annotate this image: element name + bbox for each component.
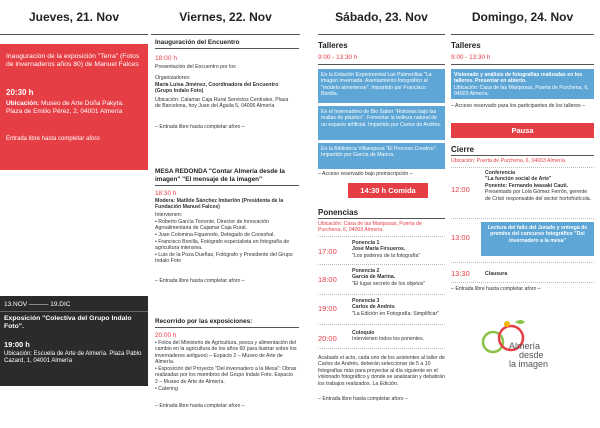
round-table-time: 18:30 h bbox=[155, 190, 177, 197]
workshops-time: 9:00 - 13:30 h bbox=[318, 54, 358, 61]
speaker-4: • Luis de la Poza Dueñas, Fotógrafo y Presidente del Grupo Indalo Foto bbox=[155, 252, 293, 265]
day-header-thursday: Jueves, 21. Nov bbox=[0, 0, 148, 35]
logo-text-line-2: desde bbox=[519, 350, 544, 360]
column-thursday bbox=[0, 0, 148, 428]
talk-3-label: Ponencia 3 bbox=[352, 298, 380, 304]
talk-3-title: "La Edición en Fotografía: Simplificar" bbox=[352, 310, 440, 317]
clausura: Clausura bbox=[485, 271, 508, 277]
pause-banner: Pausa bbox=[451, 123, 594, 138]
exhibition-terra-free: Entrada libre hasta completar aforo bbox=[6, 136, 100, 142]
divider bbox=[451, 262, 594, 263]
free-entry-note: – Entrada libre hasta completar aforo – bbox=[318, 396, 408, 402]
awards-box: Lectura del fallo del Jurado y entrega de premios del concurso fotográfico "Del invernadero a la mesa" bbox=[481, 222, 594, 256]
tour-time: 20:00 h bbox=[155, 332, 177, 339]
talk-1-title: "Los poderes de la fotografía" bbox=[352, 252, 421, 259]
conference-title: "La función social de Arte" bbox=[485, 176, 552, 183]
logo-text-line-3: la imagen bbox=[509, 359, 549, 369]
collective-time: 19:00 h bbox=[4, 340, 30, 349]
round-table-title: MESA REDONDA "Contar Almería desde la imagen" "El mensaje de la imagen" bbox=[155, 168, 285, 183]
divider bbox=[318, 64, 445, 65]
conference-time: 12:00 bbox=[451, 185, 470, 194]
free-entry-note: – Entrada libre hasta completar aforo – bbox=[155, 403, 245, 409]
workshop-box-2: En el Invernadero de Bio Sabor "Historias bajo las mallas de plástico". Fomentar la belleza natural de un espacio artificial. Impartido por Carlos de Andrés. bbox=[318, 106, 445, 140]
exhibition-terra-time: 20:30 h bbox=[6, 88, 34, 97]
conference-label: Conferencia bbox=[485, 170, 515, 176]
talk-1-label: Ponencia 1 bbox=[352, 240, 380, 246]
free-entry-note: – Entrada libre hasta completar aforo – bbox=[155, 124, 245, 130]
workshops-title: Talleres bbox=[318, 41, 348, 50]
talk-1-time: 17:00 bbox=[318, 247, 337, 256]
viewing-desc: Visionado y análisis de fotografías realizadas en los talleres. Presentar en abierto. bbox=[454, 72, 583, 85]
conference bbox=[485, 170, 593, 202]
conference-presenter: Presentado por Lola Gómez Ferrón, gerente de Crisó responsable del sector hortofrutícola. bbox=[485, 189, 592, 202]
talk-1 bbox=[352, 240, 444, 259]
divider bbox=[318, 264, 445, 265]
column-sunday bbox=[451, 0, 594, 428]
viewing-location: Ubicación: Casa de las Mariposas, Puerta de Purchena, 6, 04003 Almería. bbox=[454, 84, 589, 98]
talk-2-label: Ponencia 2 bbox=[352, 268, 380, 274]
talk-3 bbox=[352, 298, 444, 317]
inauguration-desc: Presentación del Encuentro por los bbox=[155, 64, 236, 70]
location-text: Museo de Arte Doña Pakyta. Plaza de Emilio Pérez, 2, 04001 Almería bbox=[6, 100, 124, 115]
tour-item-2: • Exposición del Proyecto "Del invernadero a la Mesa": Obras realizadas por los miembros del Grupo Indalo Foto. Espacio 2 – Museo de Arte de Almería. bbox=[155, 366, 297, 385]
tour-title: Recorrido por las exposiciones: bbox=[155, 318, 253, 325]
closing-location: Ubicación: Puerta de Purchena, 6, 04003 Almería. bbox=[451, 158, 567, 164]
awards-time: 13:00 bbox=[451, 233, 470, 242]
colloquium-desc: Intervienen todos los ponentes. bbox=[352, 336, 425, 343]
tour-item-1: • Fotos del Ministerio de Agricultura, pesca y alimentación del cambio en la agricultura de los años 60 para ilustrar sobre los invernaderos antiguos) – Espacio 2 – Museo de Arte de Almería. bbox=[155, 340, 297, 366]
colloquium-label: Coloquio bbox=[352, 330, 375, 336]
talk-2-time: 18:00 bbox=[318, 275, 337, 284]
divider bbox=[318, 324, 445, 325]
logo-text-line-1: Almería bbox=[509, 341, 541, 351]
talks-location-wrap bbox=[318, 221, 445, 234]
closing-title: Cierre bbox=[451, 145, 475, 154]
page-fold bbox=[300, 0, 318, 428]
exhibition-dates: 13.NOV ——— 19.DIC bbox=[4, 301, 71, 308]
talk-3-speaker: Carlos de Andrés bbox=[352, 304, 395, 311]
almeria-logo bbox=[471, 316, 581, 396]
tour-item-3: • Catering bbox=[155, 386, 178, 392]
reserved-access-note: – Acceso reservado bajo preinscripción – bbox=[318, 171, 413, 177]
divider bbox=[155, 48, 299, 49]
inauguration-time: 18:00 h bbox=[155, 55, 177, 62]
divider bbox=[451, 218, 594, 219]
location-label: Ubicación: bbox=[6, 100, 40, 107]
viewing-box bbox=[451, 69, 594, 99]
collective-exhibition-box bbox=[0, 296, 148, 386]
day-header-friday: Viernes, 22. Nov bbox=[151, 0, 300, 35]
workshops-time: 9:00 - 13:30 h bbox=[451, 54, 491, 61]
speaker-3: • Francisco Bonilla, Fotógrafo especialista en fotografía de agricultura intensiva. bbox=[155, 239, 290, 252]
talk-2-title: "El lugar secreto de los objetos" bbox=[352, 280, 426, 287]
conference-speaker: Ponente: Fernando Iwasaki Cauti. bbox=[485, 182, 569, 189]
divider bbox=[451, 155, 594, 156]
talk-2 bbox=[352, 268, 444, 287]
organizers-text: María Luisa Jiménez, Coordinadora del Encuentro (Grupo Indalo Foto) bbox=[155, 82, 279, 95]
day-header-sunday: Domingo, 24. Nov bbox=[451, 0, 594, 35]
colloquium bbox=[352, 330, 444, 343]
divider bbox=[318, 236, 445, 237]
divider bbox=[0, 311, 148, 312]
collective-location: Ubicación: Escuela de Arte de Almería. Plaza Pablo Cazard, 1, 04001 Almería bbox=[4, 351, 142, 365]
inauguration-title: Inauguración del Encuentro bbox=[155, 39, 240, 46]
divider bbox=[451, 64, 594, 65]
workshop-box-1: En la Estación Experimental Las Palmerillas "La imagen invernada. Aventamiento fotográfico al "modelo almeriense". Impartido por Francisco Bonilla. bbox=[318, 69, 445, 103]
colloquium-time: 20:00 bbox=[318, 334, 337, 343]
divider bbox=[318, 294, 445, 295]
closing-note: Acabado el acto, cada uno de los asistentes al taller de Carlos de Andrés, deberán seleccionar de 5 a 10 fotografías más para proyectar al día siguiente en el visionado fotográfico y donde se analizarán y debatirán los trabajos realizados. La Edición. bbox=[318, 355, 445, 387]
organizers-label: Organizadores: bbox=[155, 75, 191, 81]
logo-text bbox=[509, 342, 548, 369]
reserved-access-note: – Acceso reservado para los participantes de los talleres – bbox=[451, 103, 586, 109]
divider bbox=[318, 218, 445, 219]
workshops-title: Talleres bbox=[451, 41, 481, 50]
speaker-2: • Juan Colomina Figueredo, Delegado de Cooxohal. bbox=[155, 232, 275, 238]
column-friday bbox=[151, 0, 300, 428]
exhibition-terra-title: Inauguración de la exposición "Terra" (Fotos de invernaderos años 80) de Manuel Falces bbox=[6, 53, 140, 68]
talk-3-time: 19:00 bbox=[318, 304, 337, 313]
divider bbox=[451, 282, 594, 283]
divider bbox=[451, 167, 594, 168]
collective-title: Exposición "Colectiva del Grupo Indalo Foto". bbox=[4, 315, 132, 330]
day-header-saturday: Sábado, 23. Nov bbox=[318, 0, 445, 35]
clausura-time: 13:30 bbox=[451, 269, 470, 278]
speaker-1: • Roberto García Torrente, Director de Innovación Agroalimentaria de Cajamar Caja Rural. bbox=[155, 219, 269, 232]
workshop-box-3: En la Biblioteca Villaespesa "El Proceso Creativo". Impartido por García de Marina. bbox=[318, 143, 445, 169]
speakers-label: Intervienen: bbox=[155, 212, 183, 218]
lunch-banner: 14:30 h Comida bbox=[348, 183, 428, 198]
divider bbox=[318, 348, 445, 349]
column-saturday bbox=[318, 0, 445, 428]
inauguration-location: Ubicación: Calamar Caja Rural Servicios Centrales, Plaza de Barcelona, hoy Juan del Águila 5, 04006 Almería bbox=[155, 97, 289, 110]
talks-title: Ponencias bbox=[318, 208, 359, 217]
exhibition-terra-box bbox=[0, 44, 148, 170]
free-entry-note: – Entrada libre hasta completar aforo – bbox=[155, 278, 245, 284]
moderator: Modera: Matilde Sánchez Imberlón (Presidenta de la Fundación Manuel Falces) bbox=[155, 198, 284, 211]
talk-1-speaker: José María Firsueros. bbox=[352, 246, 406, 253]
divider bbox=[155, 327, 299, 328]
divider bbox=[155, 185, 299, 186]
exhibition-terra-location bbox=[6, 100, 140, 115]
talk-2-speaker: García de Marina. bbox=[352, 274, 396, 281]
talks-location: Ubicación: Casa de las Mariposas, Puerta de Purchena, 6, 04003 Almería. bbox=[318, 221, 422, 234]
free-entry-note: – Entrada libre hasta completar aforo – bbox=[451, 286, 541, 292]
